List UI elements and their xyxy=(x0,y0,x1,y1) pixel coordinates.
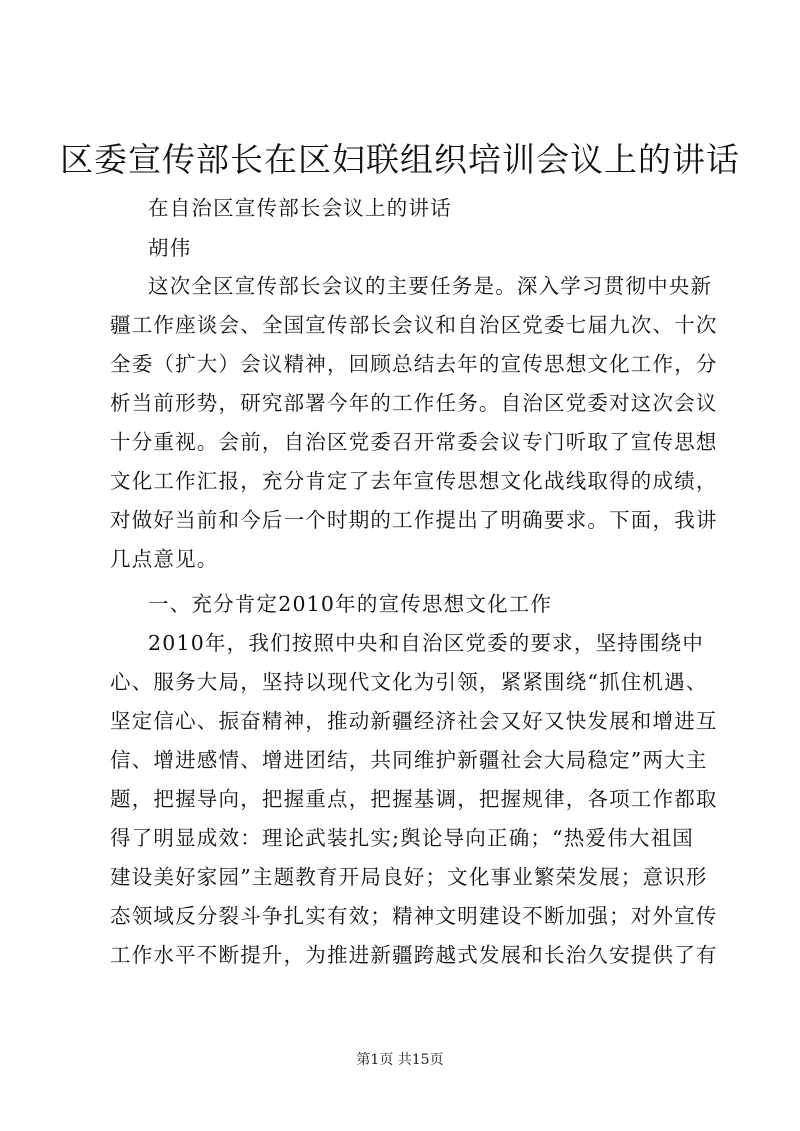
section-heading: 一、充分肯定2010年的宣传思想文化工作 xyxy=(148,592,553,616)
page-number-footer: 第1页 共15页 xyxy=(356,1052,444,1068)
speech-subtitle: 在自治区宣传部长会议上的讲话 xyxy=(148,196,452,220)
document-title: 区委宣传部长在区妇联组织培训会议上的讲话 xyxy=(60,140,740,179)
paragraph-line: 这次全区宣传部长会议的主要任务是。深入学习贯彻中央新 xyxy=(148,274,713,298)
paragraph-line: 文化工作汇报，充分肯定了去年宣传思想文化战线取得的成绩， xyxy=(110,469,718,493)
paragraph-line: 析当前形势，研究部署今年的工作任务。自治区党委对这次会议 xyxy=(110,391,718,415)
paragraph-line: 信、增进感情、增进团结，共同维护新疆社会大局稳定”两大主 xyxy=(110,748,708,772)
paragraph-line: 态领域反分裂斗争扎实有效；精神文明建设不断加强；对外宣传 xyxy=(110,904,718,928)
paragraph-line: 题，把握导向，把握重点，把握基调，把握规律，各项工作都取 xyxy=(110,787,718,811)
paragraph-line: 对做好当前和今后一个时期的工作提出了明确要求。下面，我讲 xyxy=(110,508,718,532)
paragraph-line: 几点意见。 xyxy=(110,547,219,571)
paragraph-line: 心、服务大局，坚持以现代文化为引领，紧紧围绕“抓住机遇、 xyxy=(110,670,708,694)
paragraph-line: 坚定信心、振奋精神，推动新疆经济社会又好又快发展和增进互 xyxy=(110,709,718,733)
paragraph-line: 建设美好家园”主题教育开局良好；文化事业繁荣发展；意识形 xyxy=(110,865,708,889)
paragraph-line: 得了明显成效：理论武装扎实;舆论导向正确；“热爱伟大祖国 xyxy=(110,826,694,850)
paragraph-line: 十分重视。会前，自治区党委召开常委会议专门听取了宣传思想 xyxy=(110,430,718,454)
paragraph-line: 全委（扩大）会议精神，回顾总结去年的宣传思想文化工作，分 xyxy=(110,352,718,376)
paragraph-line: 工作水平不断提升，为推进新疆跨越式发展和长治久安提供了有 xyxy=(110,943,718,967)
author-name: 胡伟 xyxy=(148,236,192,260)
paragraph-line: 疆工作座谈会、全国宣传部长会议和自治区党委七届九次、十次 xyxy=(110,313,718,337)
paragraph-line: 2010年，我们按照中央和自治区党委的要求，坚持围绕中 xyxy=(148,631,705,655)
